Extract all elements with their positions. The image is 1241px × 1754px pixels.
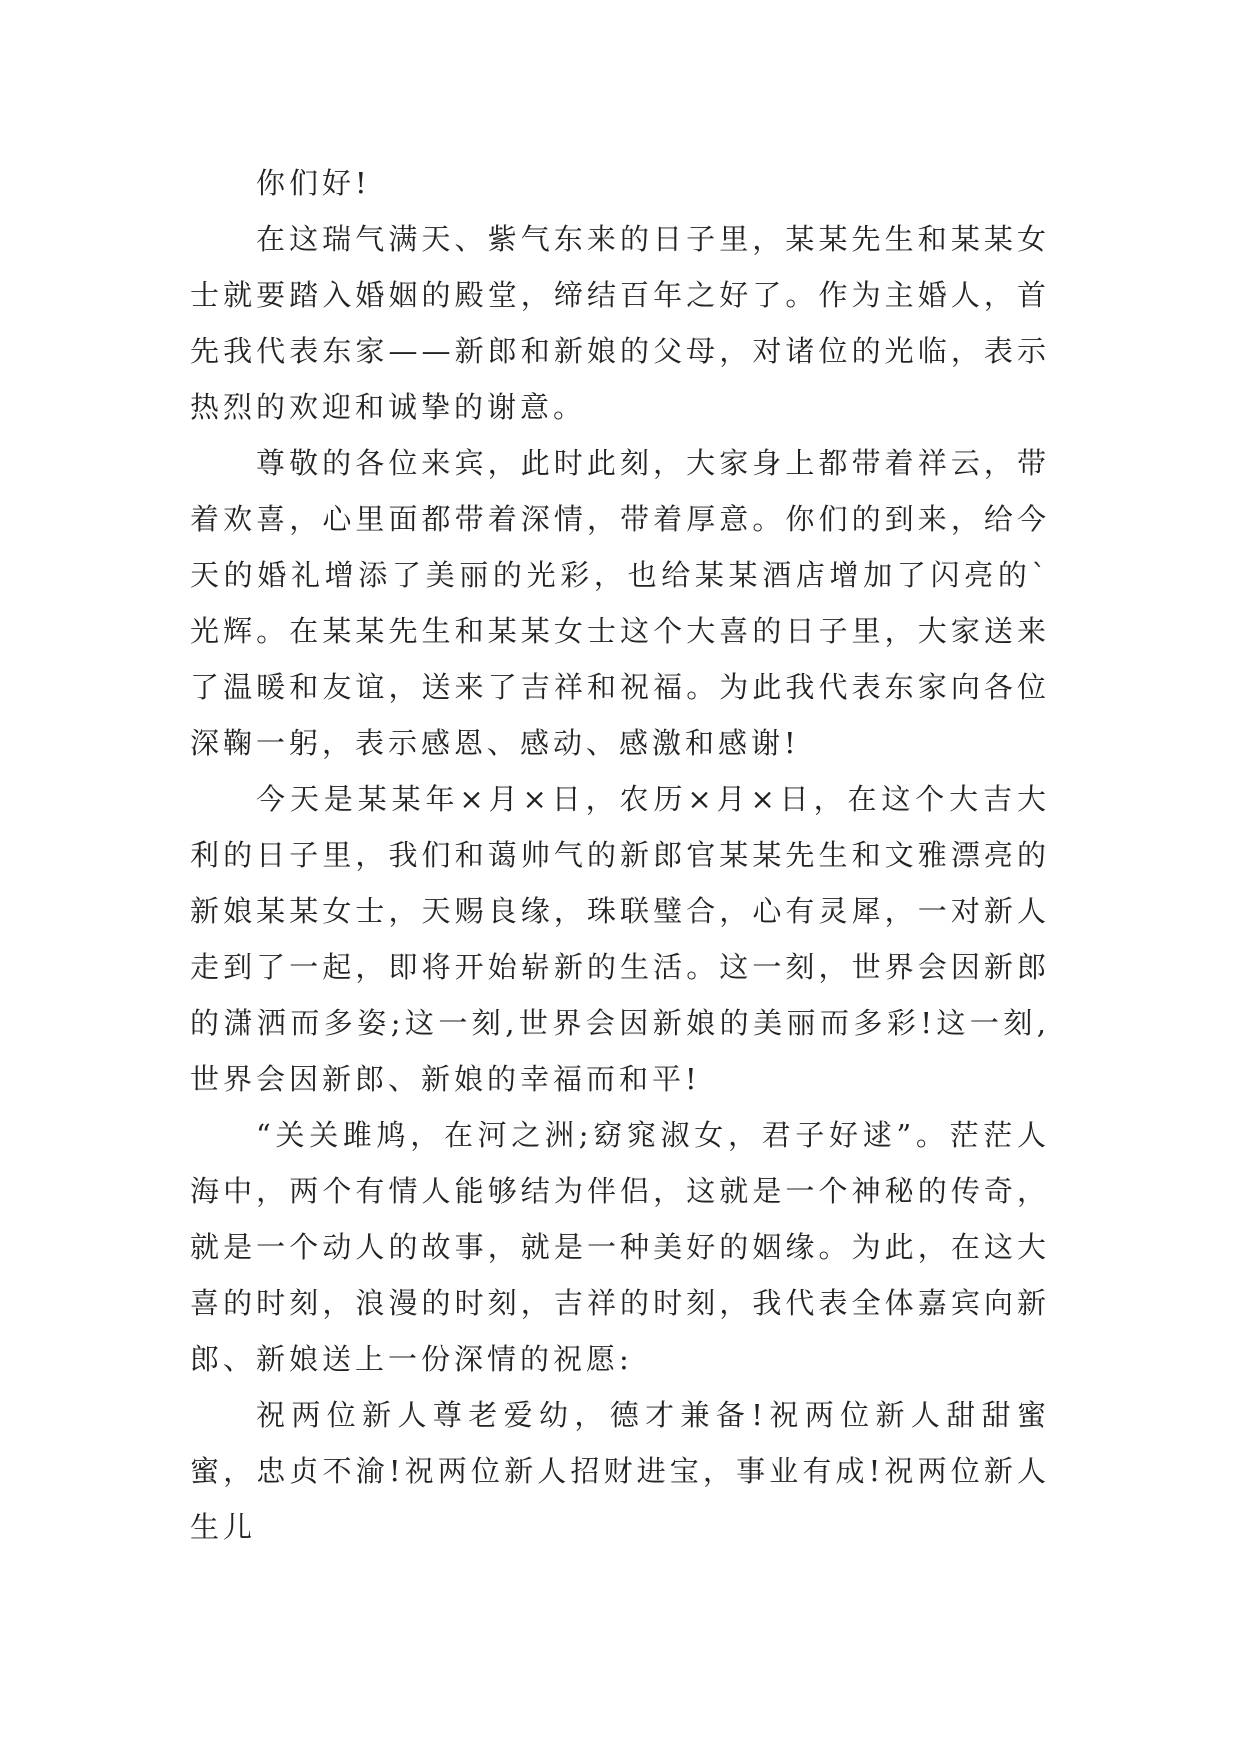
wedding-date-paragraph: 今天是某某年×月×日，农历×月×日，在这个大吉大利的日子里，我们和蔼帅气的新郎官某某先生和文雅漂亮的新娘某某女士，天赐良缘，珠联璧合，心有灵犀，一对新人走到了一起，即将开始崭新的生活。这一刻，世界会因新郎的潇洒而多姿;这一刻,世界会因新娘的美丽而多彩!这一刻,世界会因新郎、新娘的幸福而和平! (190, 782, 1050, 1096)
greeting-paragraph: 你们好! (256, 166, 371, 200)
opening-paragraph: 在这瑞气满天、紫气东来的日子里，某某先生和某某女士就要踏入婚姻的殿堂，缔结百年之好了。作为主婚人，首先我代表东家——新郎和新娘的父母，对诸位的光临，表示热烈的欢迎和诚挚的谢意。 (190, 222, 1050, 424)
welcome-guests-paragraph: 尊敬的各位来宾，此时此刻，大家身上都带着祥云，带着欢喜，心里面都带着深情，带着厚意。你们的到来，给今天的婚礼增添了美丽的光彩，也给某某酒店增加了闪亮的`光辉。在某某先生和某某女士这个大喜的日子里，大家送来了温暖和友谊，送来了吉祥和祝福。为此我代表东家向各位深鞠一躬，表示感恩、感动、感激和感谢! (190, 446, 1050, 760)
document-body (190, 155, 1050, 1555)
blessing-paragraph: 祝两位新人尊老爱幼，德才兼备!祝两位新人甜甜蜜蜜，忠贞不渝!祝两位新人招财进宝，事业有成!祝两位新人生儿 (190, 1398, 1050, 1544)
poem-paragraph: “关关雎鸠，在河之洲;窈窕淑女，君子好逑”。茫茫人海中，两个有情人能够结为伴侣，这就是一个神秘的传奇，就是一个动人的故事，就是一种美好的姻缘。为此，在这大喜的时刻，浪漫的时刻，吉祥的时刻，我代表全体嘉宾向新郎、新娘送上一份深情的祝愿: (190, 1118, 1050, 1376)
